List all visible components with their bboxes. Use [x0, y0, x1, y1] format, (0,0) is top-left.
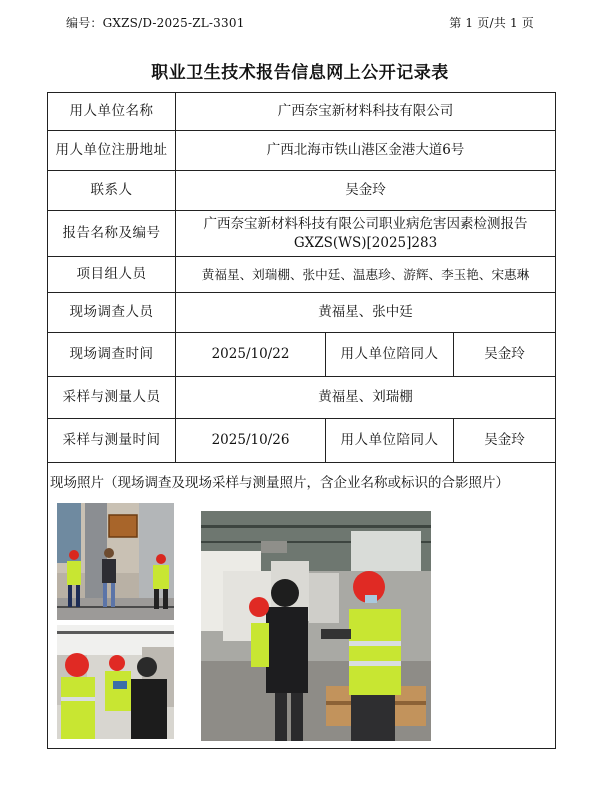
report-name: 广西奈宝新材料科技有限公司职业病危害因素检测报告 — [203, 216, 528, 233]
table-row — [48, 377, 556, 419]
survey-time-label: 现场调查时间 — [48, 333, 176, 377]
survey-companion-label: 用人单位陪同人 — [326, 333, 454, 377]
table-row — [48, 211, 556, 257]
project-team-value: 黄福星、刘瑞棚、张中廷、温惠珍、游辉、李玉艳、宋惠琳 — [176, 257, 556, 293]
employer-name-label: 用人单位名称 — [48, 93, 176, 131]
page-info: 第 1 页/共 1 页 — [449, 16, 534, 30]
registered-address-value: 广西北海市铁山港区金港大道6号 — [176, 131, 556, 171]
table-row — [48, 257, 556, 293]
document-number: 编号：GXZS/D-2025-ZL-3301 — [66, 16, 245, 30]
sampling-companion-label: 用人单位陪同人 — [326, 419, 454, 463]
registered-address-label: 用人单位注册地址 — [48, 131, 176, 171]
page-title: 职业卫生技术报告信息网上公开记录表 — [151, 63, 449, 83]
sampling-staff-label: 采样与测量人员 — [48, 377, 176, 419]
report-value — [176, 211, 556, 257]
table-row — [48, 419, 556, 463]
sampling-staff-value: 黄福星、刘瑞棚 — [176, 377, 556, 419]
record-table — [47, 92, 556, 749]
sampling-time-label: 采样与测量时间 — [48, 419, 176, 463]
table-row — [48, 171, 556, 211]
table-row — [48, 333, 556, 377]
table-row — [48, 293, 556, 333]
table-row — [48, 131, 556, 171]
site-photo-group — [57, 503, 174, 620]
site-photo-sampling-warehouse — [201, 511, 431, 741]
photos-cell — [48, 463, 556, 749]
contact-value: 吴金玲 — [176, 171, 556, 211]
sampling-companion-value: 吴金玲 — [454, 419, 556, 463]
photos-caption: 现场照片（现场调查及现场采样与测量照片，含企业名称或标识的合影照片） — [50, 475, 509, 491]
report-label: 报告名称及编号 — [48, 211, 176, 257]
contact-label: 联系人 — [48, 171, 176, 211]
project-team-label: 项目组人员 — [48, 257, 176, 293]
table-row — [48, 463, 556, 749]
survey-companion-value: 吴金玲 — [454, 333, 556, 377]
survey-time-value: 2025/10/22 — [176, 333, 326, 377]
survey-staff-label: 现场调查人员 — [48, 293, 176, 333]
sampling-time-value: 2025/10/26 — [176, 419, 326, 463]
report-number: GXZS(WS)[2025]283 — [293, 234, 438, 251]
employer-name-value: 广西奈宝新材料科技有限公司 — [176, 93, 556, 131]
survey-staff-value: 黄福星、张中廷 — [176, 293, 556, 333]
site-photo-sampling-setup — [57, 625, 174, 739]
table-row — [48, 93, 556, 131]
